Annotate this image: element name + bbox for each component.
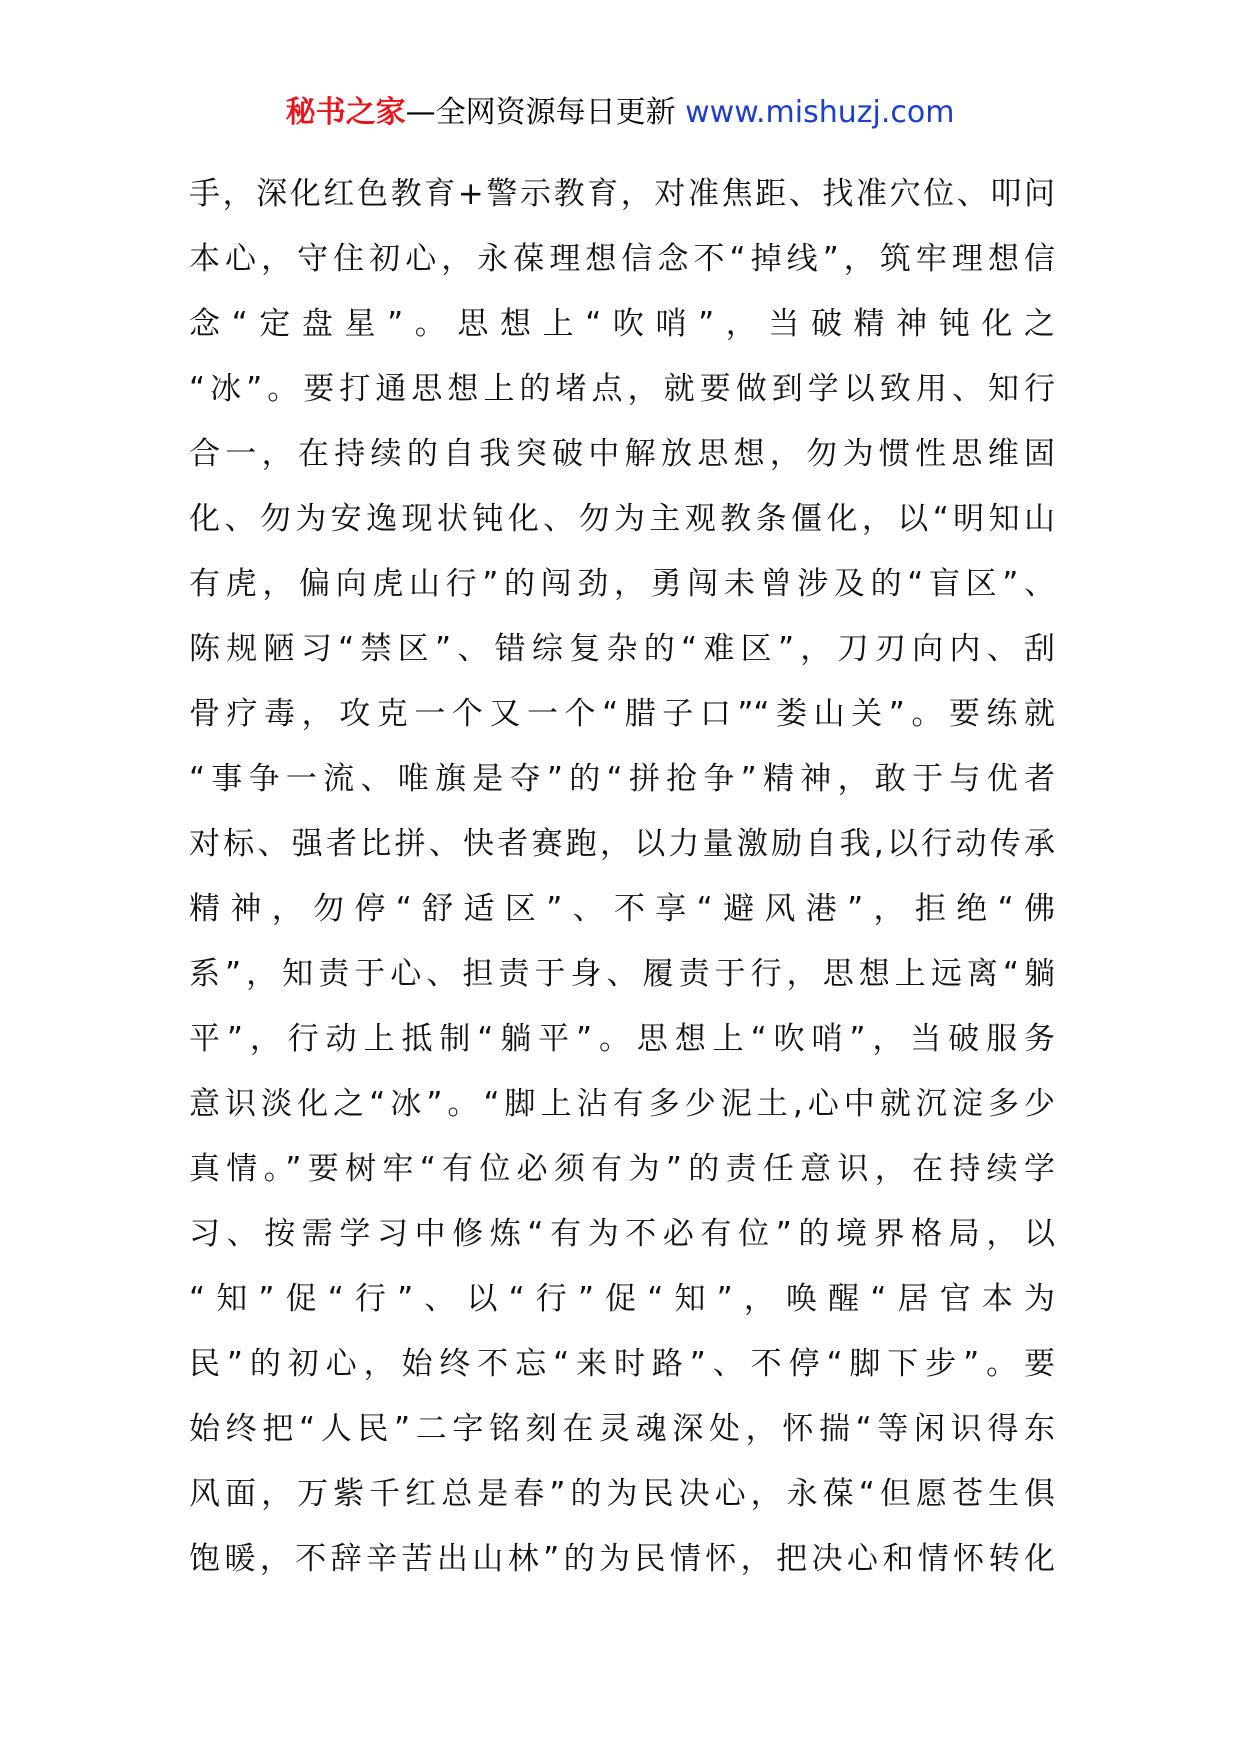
text-line: 有虎，偏向虎山行”的闯劲，勇闯未曾涉及的“盲区”、 [189,566,1055,602]
text-line: “事争一流、唯旗是夺”的“拼抢争”精神，敢于与优者 [189,761,1055,797]
text-line: 念“定盘星”。思想上“吹哨”，当破精神钝化之 [189,306,1055,342]
text-line: 陈规陋习“禁区”、错综复杂的“难区”，刀刃向内、刮 [189,631,1055,667]
text-line: 习、按需学习中修炼“有为不必有位”的境界格局，以 [189,1216,1055,1252]
text-line: 系”，知责于心、担责于身、履责于行，思想上远离“躺 [189,956,1055,992]
site-header [0,93,1240,133]
text-line: 饱暖，不辞辛苦出山林”的为民情怀，把决心和情怀转化 [189,1541,1055,1577]
text-line: 合一，在持续的自我突破中解放思想，勿为惯性思维固 [189,436,1055,472]
site-tagline: —全网资源每日更新 [405,95,686,130]
text-line: 手，深化红色教育+警示教育，对准焦距、找准穴位、叩问 [189,176,1055,212]
site-brand-name: 秘书之家 [285,95,406,130]
text-line: 意识淡化之“冰”。“脚上沾有多少泥土,心中就沉淀多少 [189,1086,1055,1122]
text-line: 化、勿为安逸现状钝化、勿为主观教条僵化，以“明知山 [189,501,1055,537]
text-line: “冰”。要打通思想上的堵点，就要做到学以致用、知行 [189,371,1055,407]
text-line: 真情。”要树牢“有位必须有为”的责任意识，在持续学 [189,1151,1055,1187]
text-line: 骨疗毒，攻克一个又一个“腊子口”“娄山关”。要练就 [189,696,1055,732]
text-line: 本心，守住初心，永葆理想信念不“掉线”，筑牢理想信 [189,241,1055,277]
site-url-link[interactable]: www.mishuzj.com [685,95,955,130]
text-line: “知”促“行”、以“行”促“知”，唤醒“居官本为 [189,1281,1055,1317]
document-body-text [189,162,1055,1592]
text-line: 风面，万紫千红总是春”的为民决心，永葆“但愿苍生俱 [189,1476,1055,1512]
text-line: 对标、强者比拼、快者赛跑，以力量激励自我,以行动传承 [189,826,1055,862]
text-line: 平”，行动上抵制“躺平”。思想上“吹哨”，当破服务 [189,1021,1055,1057]
text-line: 民”的初心，始终不忘“来时路”、不停“脚下步”。要 [189,1346,1055,1382]
text-line: 始终把“人民”二字铭刻在灵魂深处，怀揣“等闲识得东 [189,1411,1055,1447]
text-line: 精神，勿停“舒适区”、不享“避风港”，拒绝“佛 [189,891,1055,927]
